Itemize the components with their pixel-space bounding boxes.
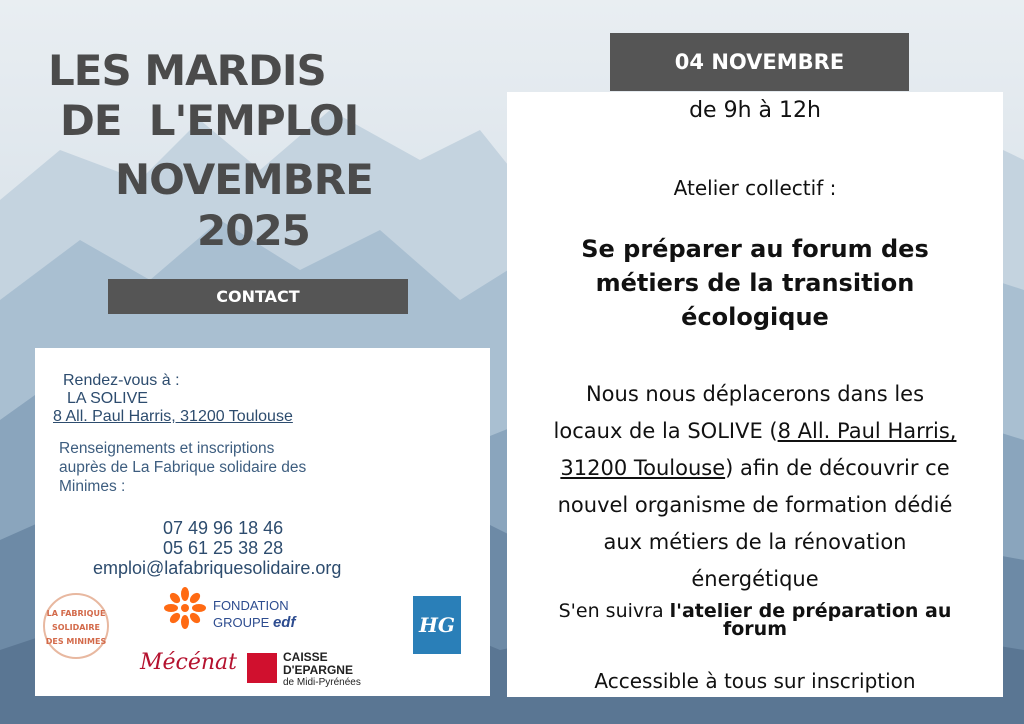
event-access: Accessible à tous sur inscription bbox=[594, 669, 916, 693]
headline-line-3: écologique bbox=[681, 303, 829, 331]
event-card bbox=[507, 92, 1003, 697]
caisse-label-1: CAISSE bbox=[283, 650, 328, 664]
desc-line-3 bbox=[507, 450, 1003, 487]
fabrique-solidaire-logo bbox=[43, 593, 109, 659]
follow-text-b: l'atelier de préparation au bbox=[669, 600, 952, 622]
contact-banner: CONTACT bbox=[108, 279, 408, 314]
edf-flower-icon bbox=[163, 586, 207, 630]
caisse-label-3: de Midi-Pyrénées bbox=[283, 677, 361, 688]
title-line-2: DE L'EMPLOI bbox=[60, 96, 359, 145]
rdv-label: Rendez-vous à : bbox=[63, 372, 180, 389]
desc-line-3b: ) afin de découvrir ce bbox=[725, 456, 950, 480]
desc-line-4: nouvel organisme de formation dédié bbox=[557, 493, 953, 517]
event-headline bbox=[507, 232, 1003, 334]
edf-brand-text: edf bbox=[272, 614, 296, 631]
place-name: LA SOLIVE bbox=[67, 390, 148, 407]
date-banner: 04 NOVEMBRE bbox=[610, 33, 909, 91]
title-line-3: NOVEMBRE bbox=[115, 155, 373, 204]
edf-groupe-label bbox=[213, 614, 295, 631]
fabrique-logo-text-2: SOLIDAIRE bbox=[51, 623, 101, 632]
email-link[interactable]: emploi@lafabriquesolidaire.org bbox=[93, 558, 342, 578]
follow-text-a: S'en suivra bbox=[558, 600, 670, 622]
headline-line-1: Se préparer au forum des bbox=[581, 235, 929, 263]
event-followup bbox=[507, 602, 1003, 638]
desc-line-1: Nous nous déplacerons dans les bbox=[585, 382, 925, 406]
info-line-3: Minimes : bbox=[59, 478, 126, 495]
event-description bbox=[507, 376, 1003, 598]
address-link[interactable]: 8 All. Paul Harris, 31200 Toulouse bbox=[53, 408, 293, 425]
desc-line-5: aux métiers de la rénovation bbox=[603, 530, 907, 554]
edf-groupe-text: GROUPE bbox=[213, 615, 270, 630]
haute-garonne-logo: HG bbox=[413, 596, 461, 654]
desc-line-6: énergétique bbox=[691, 567, 819, 591]
phone-2[interactable]: 05 61 25 38 28 bbox=[163, 538, 284, 558]
info-line-1: Renseignements et inscriptions bbox=[59, 440, 275, 457]
info-line-2: auprès de La Fabrique solidaire des bbox=[59, 459, 307, 476]
desc-address-link-1[interactable]: 8 All. Paul Harris, bbox=[777, 419, 957, 443]
contact-card bbox=[35, 348, 490, 696]
mecenat-signature: Mécénat bbox=[140, 650, 238, 675]
title-line-1: LES MARDIS bbox=[48, 46, 326, 95]
desc-line-2a: locaux de la SOLIVE ( bbox=[553, 419, 778, 443]
phone-1[interactable]: 07 49 96 18 46 bbox=[163, 518, 284, 538]
follow-text-c: forum bbox=[722, 618, 787, 640]
desc-address-link-2[interactable]: 31200 Toulouse bbox=[560, 456, 726, 480]
fabrique-logo-text-1: LA FABRIQUE bbox=[46, 609, 106, 618]
edf-fondation-label: FONDATION bbox=[213, 598, 289, 613]
event-time: de 9h à 12h bbox=[689, 98, 821, 123]
caisse-label-2: D'EPARGNE bbox=[283, 663, 353, 677]
caisse-epargne-icon bbox=[247, 653, 277, 683]
title-line-4: 2025 bbox=[197, 206, 310, 255]
event-type: Atelier collectif : bbox=[673, 176, 837, 200]
headline-line-2: métiers de la transition bbox=[595, 269, 915, 297]
fabrique-logo-text-3: DES MINIMES bbox=[45, 637, 107, 646]
desc-line-2 bbox=[507, 413, 1003, 450]
